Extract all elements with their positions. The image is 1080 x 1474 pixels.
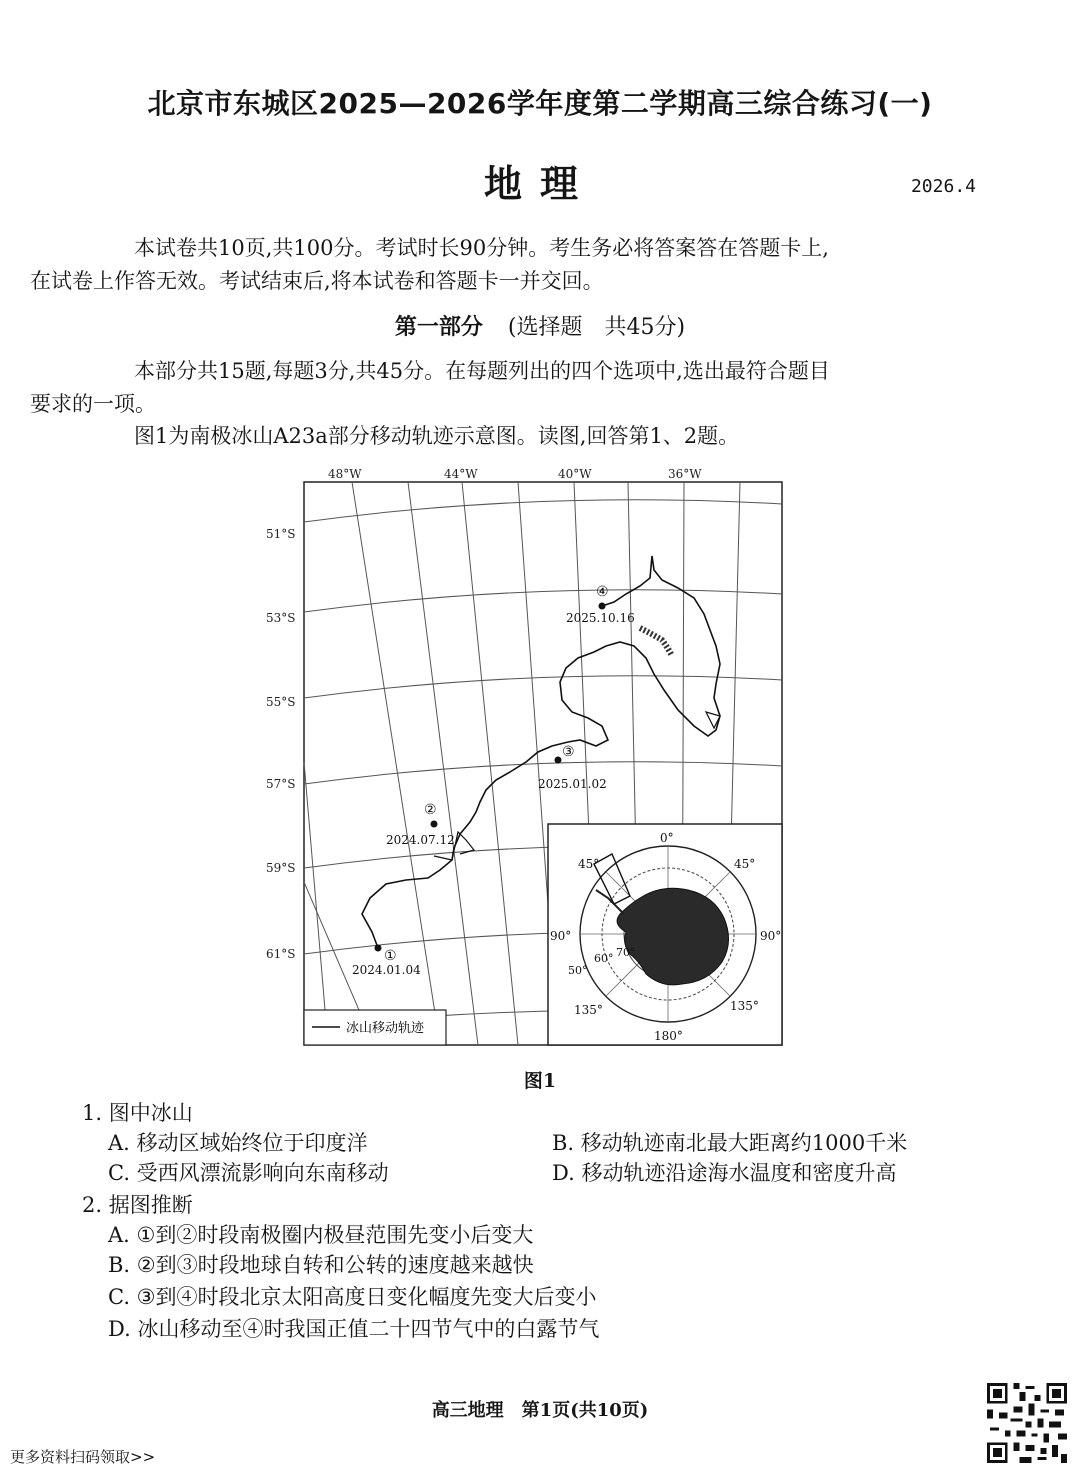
- question-2-stem: 2. 据图推断: [82, 1193, 193, 1217]
- figure-intro: 图1为南极冰山A23a部分移动轨迹示意图。读图,回答第1、2题。: [134, 424, 740, 448]
- inset-label-lat60: 60°: [594, 952, 614, 965]
- inset-label-0: 0°: [660, 831, 674, 845]
- intro-line-1: 本试卷共10页,共100分。考试时长90分钟。考生务必将答案答在答题卡上,: [134, 236, 829, 260]
- lat-label-61s: 61°S: [266, 947, 296, 961]
- part-heading: [0, 310, 1080, 341]
- q2-option-c: C. ③到④时段北京太阳高度日变化幅度先变大后变小: [108, 1285, 597, 1309]
- point-3-dot: [555, 757, 562, 764]
- figure-caption: 图1: [523, 1070, 557, 1092]
- lat-label-55s: 55°S: [266, 695, 296, 709]
- point-4-dot: [599, 603, 606, 610]
- lat-label-59s: 59°S: [266, 861, 296, 875]
- question-1-stem: 1. 图中冰山: [82, 1101, 193, 1125]
- legend-label: 冰山移动轨迹: [346, 1021, 425, 1036]
- instructions-line-1: 本部分共15题,每题3分,共45分。在每题列出的四个选项中,选出最符合题目: [134, 359, 830, 383]
- lon-label-44w: 44°W: [444, 467, 478, 481]
- inset-label-90-right: 90°: [760, 929, 782, 943]
- instructions-line-2: 要求的一项。: [30, 392, 156, 416]
- point-2-date: 2024.07.12: [386, 833, 455, 847]
- q2-option-d: D. 冰山移动至④时我国正值二十四节气中的白露节气: [108, 1317, 600, 1341]
- antarctica-inset: [548, 824, 782, 1045]
- q1-option-a: A. 移动区域始终位于印度洋: [108, 1131, 368, 1155]
- q1-option-b: B. 移动轨迹南北最大距离约1000千米: [552, 1131, 908, 1155]
- iceberg-map: [266, 462, 800, 1052]
- iceberg-track-figure: [266, 462, 800, 1052]
- inset-label-135-right: 135°: [730, 999, 759, 1013]
- inset-label-180: 180°: [654, 1029, 683, 1043]
- q1-option-c: C. 受西风漂流影响向东南移动: [108, 1161, 389, 1185]
- inset-label-45-right: 45°: [734, 857, 756, 871]
- part-instructions: [30, 355, 998, 421]
- lat-label-51s: 51°S: [266, 527, 296, 541]
- inset-label-90-left: 90°: [550, 929, 572, 943]
- lat-label-53s: 53°S: [266, 611, 296, 625]
- lon-label-48w: 48°W: [328, 467, 362, 481]
- point-4-marker: ④: [596, 584, 609, 600]
- page-footer: 高三地理 第1页(共10页): [431, 1400, 649, 1421]
- point-2-dot: [431, 821, 438, 828]
- inset-label-lat70: 70°: [616, 946, 636, 959]
- qr-code-icon[interactable]: [984, 1380, 1070, 1466]
- point-1-date: 2024.01.04: [352, 963, 421, 977]
- point-2-marker: ②: [424, 802, 437, 818]
- q2-option-b: B. ②到③时段地球自转和公转的速度越来越快: [108, 1253, 534, 1277]
- inset-label-45-left: 45°: [578, 857, 600, 871]
- point-3-date: 2025.01.02: [538, 777, 607, 791]
- point-3-marker: ③: [562, 744, 575, 760]
- point-4-date: 2025.10.16: [566, 611, 635, 625]
- point-1-dot: [375, 945, 382, 952]
- exam-title: 北京市东城区2025—2026学年度第二学期高三综合练习(一): [147, 87, 933, 120]
- part-subtitle: (选择题 共45分): [507, 315, 686, 340]
- more-resources-link[interactable]: 更多资料扫码领取>>: [10, 1448, 156, 1466]
- part-title: 第一部分: [394, 315, 483, 340]
- intro-line-2: 在试卷上作答无效。考试结束后,将本试卷和答题卡一并交回。: [30, 269, 604, 293]
- point-1-marker: ①: [384, 948, 397, 964]
- intro-text: [30, 232, 998, 298]
- subject-title: 地理: [483, 161, 596, 206]
- q2-option-a: A. ①到②时段南极圈内极昼范围先变小后变大: [108, 1223, 534, 1247]
- q1-option-d: D. 移动轨迹沿途海水温度和密度升高: [552, 1161, 897, 1185]
- exam-date: 2026.4: [910, 176, 976, 197]
- lon-label-36w: 36°W: [668, 467, 702, 481]
- inset-label-lat50: 50°: [568, 964, 588, 977]
- lon-label-40w: 40°W: [558, 467, 592, 481]
- lat-label-57s: 57°S: [266, 777, 296, 791]
- inset-label-135-left: 135°: [574, 1003, 603, 1017]
